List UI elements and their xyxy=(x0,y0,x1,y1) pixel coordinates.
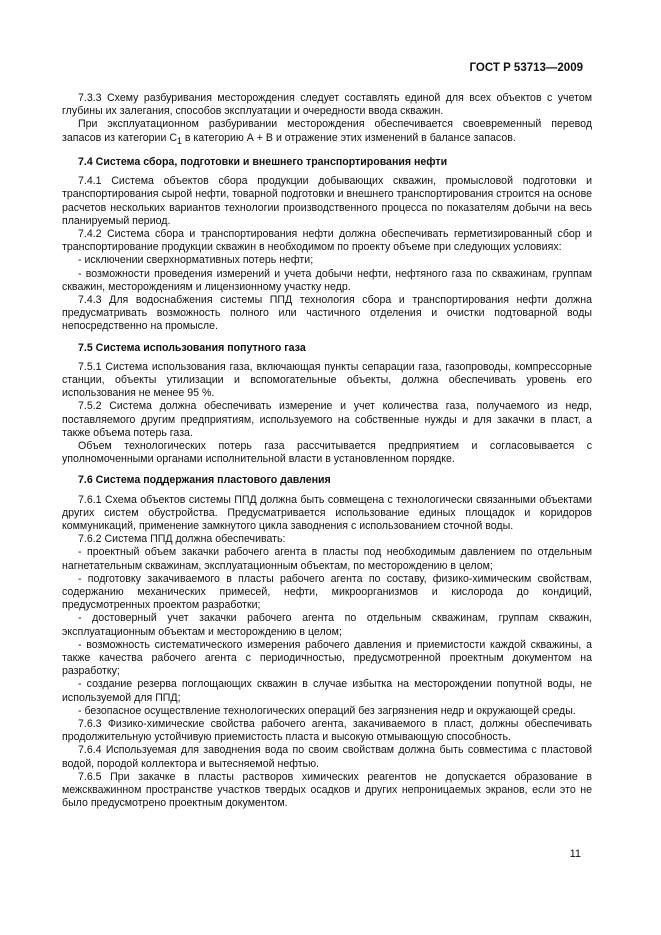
paragraph: 7.4.3 Для водоснабжения системы ППД технология сбора и транспортирования нефти должна предусматривать возможность полного или частичного отделения и очистки подтоварной воды непосредственно на промысле. xyxy=(62,293,592,333)
paragraph: 7.6.3 Физико-химические свойства рабочего агента, закачиваемого в пласт, должны обеспечивать продолжительную устойчивую приемистость пласта и высокую отмывающую способность. xyxy=(62,718,592,744)
paragraph: 7.4.2 Система сбора и транспортирования нефти должна обеспечивать герметизированный сбор и транспортирование продукции скважин в необходимом по проекту объеме при следующих условиях: xyxy=(62,227,592,254)
list-item: - проектный объем закачки рабочего агента в пласты под необходимым давлением по отдельным нагнетательным скважинам, эксплуатационным объектам, по месторождению в целом; xyxy=(62,546,592,572)
paragraph: 7.5.2 Система должна обеспечивать измерение и учет количества газа, получаемого из недр, поставляемого другим предприятиям, используемого на собственные нужды и для закачки в пласт, а также объема потерь газа. xyxy=(62,400,592,439)
paragraph: 7.6.2 Система ППД должна обеспечивать: xyxy=(78,533,286,546)
subscript: 1 xyxy=(176,135,182,146)
section-heading: 7.5 Система использования попутного газа xyxy=(78,341,306,354)
list-item: - возможность систематического измерения рабочего давления и приемистости каждой скважины, а также качества рабочего агента с периодичностью, предусмотренной проектным документом на разработку; xyxy=(62,638,592,678)
list-item: - исключении сверхнормативных потерь нефти; xyxy=(78,254,314,267)
section-heading: 7.6 Система поддержания пластового давления xyxy=(78,474,331,487)
section-heading: 7.4 Система сбора, подготовки и внешнего транспортирования нефти xyxy=(78,155,448,168)
paragraph: 7.5.1 Система использования газа, включающая пункты сепарации газа, газопроводы, компрессорные станции, объекты утилизации и вспомогательные объекты, должна обеспечивать уровень его использования не менее 95 %. xyxy=(62,360,592,400)
document-body xyxy=(62,92,592,810)
list-item: - достоверный учет закачки рабочего агента по отдельным скважинам, группам скважин, эксплуатационным объектам и месторождению в целом; xyxy=(62,612,592,638)
document-standard-header: ГОСТ Р 53713—2009 xyxy=(469,62,583,74)
paragraph: 7.6.5 При закачке в пласты растворов химических реагентов не допускается образование в межскважинном пространстве участков твердых осадков и других непроницаемых экранов, если это не было предусмотрено проектным документом. xyxy=(62,770,592,810)
page-number: 11 xyxy=(569,848,581,860)
paragraph: 7.4.1 Система объектов сбора продукции добывающих скважин, промысловой подготовки и транспортирования сырой нефти, товарной подготовки и внешнего транспортирования строится на основе расчетов нескольких вариантов технологии производственного процесса по показателям добычи на весь планируемый период. xyxy=(62,175,592,227)
paragraph: При эксплуатационном разбуривании месторождения обеспечивается своевременный перевод запасов из категории $C_1$ в категорию А + В и отражение этих изменений в балансе запасов. xyxy=(62,118,592,146)
paragraph: 7.6.4 Используемая для заводнения вода по своим свойствам должна быть совместима с пластовой водой, породой коллектора и вытесняемой нефтью. xyxy=(62,744,592,770)
list-item: - безопасное осуществление технологических операций без загрязнения недр и окружающей среды. xyxy=(78,704,576,717)
paragraph: Объем технологических потерь газа рассчитывается предприятием и согласовывается с уполномоченными органами исполнительной власти в установленном порядке. xyxy=(62,439,592,466)
list-item: - возможности проведения измерений и учета добычи нефти, нефтяного газа по скважинам, группам скважин, месторождениям и лицензионному участку недр. xyxy=(62,267,592,293)
paragraph: 7.6.1 Схема объектов системы ППД должна быть совмещена с технологически связанными объектами других систем обустройства. Предусматривается использование единых площадок и коридоров коммуникаций, применение замкнутого цикла заводнения с использованием сточной воды. xyxy=(62,493,592,532)
paragraph: 7.3.3 Схему разбуривания месторождения следует составлять единой для всех объектов с учетом глубины их залегания, способов эксплуатации и очередности ввода скважин. xyxy=(62,92,592,118)
list-item: - подготовку закачиваемого в пласты рабочего агента по составу, физико-химическим свойствам, содержанию механических примесей, нефти, микроорганизмов и кислорода до кондиций, предусмотренных проектом разработки; xyxy=(62,572,592,612)
list-item: - создание резерва поглощающих скважин в случае избытка на месторождении попутной воды, не используемой для ППД; xyxy=(62,678,592,704)
